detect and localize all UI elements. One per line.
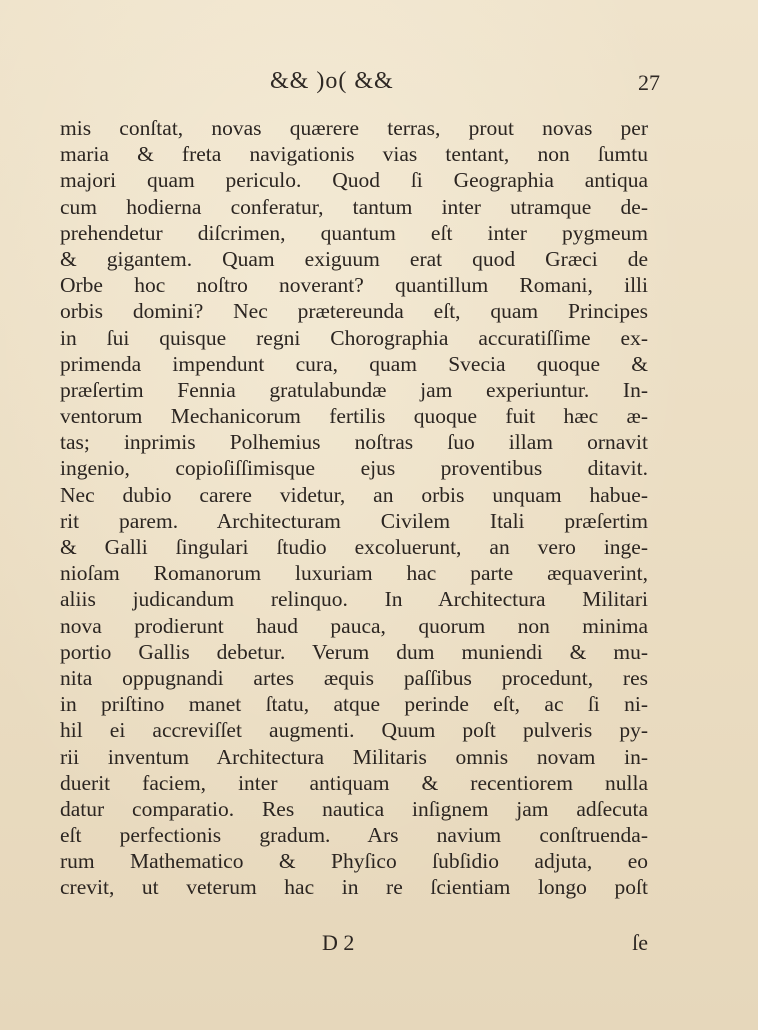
signature-mark: D 2: [322, 930, 355, 955]
header-ornament: && )o( &&: [270, 68, 394, 94]
text-line: rii inventum Architectura Militaris omnis novam in-: [60, 744, 648, 769]
text-line: præſertim Fennia gratulabundæ jam experiuntur. In-: [60, 377, 648, 402]
text-line: nioſam Romanorum luxuriam hac parte æquaverint,: [60, 561, 648, 586]
running-header: [200, 68, 660, 96]
page-number: 27: [638, 70, 660, 95]
text-line: tas; inprimis Polhemius noſtras ſuo illam ornavit: [60, 430, 648, 455]
catchword: ſe: [632, 930, 648, 955]
body-text: [60, 115, 648, 901]
text-line: rum Mathematico & Phyſico ſubſidio adjuta, eo: [60, 849, 648, 874]
text-line: cum hodierna conferatur, tantum inter utramque de-: [60, 194, 648, 219]
text-line: duerit faciem, inter antiquam & recentiorem nulla: [60, 770, 648, 795]
text-line: portio Gallis debetur. Verum dum muniendi & mu-: [60, 639, 648, 664]
text-line: nita oppugnandi artes æquis paſſibus procedunt, res: [60, 665, 648, 690]
text-line: Nec dubio carere videtur, an orbis unquam habue-: [60, 482, 648, 507]
text-line: aliis judicandum relinquo. In Architectura Militari: [60, 587, 648, 612]
text-line: nova prodierunt haud pauca, quorum non minima: [60, 613, 648, 638]
text-line: prehendetur diſcrimen, quantum eſt inter pygmeum: [60, 220, 648, 245]
text-line: datur comparatio. Res nautica inſignem jam adſecuta: [60, 796, 648, 821]
text-line: Orbe hoc noſtro noverant? quantillum Romani, illi: [60, 273, 648, 298]
text-line: ingenio, copioſiſſimisque ejus proventibus ditavit.: [60, 456, 648, 481]
text-line: primenda impendunt cura, quam Svecia quoque &: [60, 351, 648, 376]
text-line: eſt perfectionis gradum. Ars navium conſtruenda-: [60, 823, 648, 848]
text-line: majori quam periculo. Quod ſi Geographia antiqua: [60, 168, 648, 193]
text-line: hil ei accreviſſet augmenti. Quum poſt pulveris py-: [60, 718, 648, 743]
text-line: ventorum Mechanicorum fertilis quoque fuit hæc æ-: [60, 404, 648, 429]
text-line: mis conſtat, novas quærere terras, prout novas per: [60, 116, 648, 140]
text-line: & Galli ſingulari ſtudio excoluerunt, an vero inge-: [60, 535, 648, 559]
text-line: in ſui quisque regni Chorographia accuratiſſime ex-: [60, 325, 648, 350]
page-footer: [60, 930, 648, 960]
text-line: rit parem. Architecturam Civilem Itali præſertim: [60, 508, 648, 533]
text-line: orbis domini? Nec prætereunda eſt, quam Principes: [60, 299, 648, 324]
text-line: in priſtino manet ſtatu, atque perinde eſt, ac ſi ni-: [60, 692, 648, 717]
text-line: maria & freta navigationis vias tentant, non ſumtu: [60, 142, 648, 167]
text-line: crevit, ut veterum hac in re ſcientiam longo poſt: [60, 875, 648, 900]
text-line: & gigantem. Quam exiguum erat quod Græci de: [60, 246, 648, 271]
